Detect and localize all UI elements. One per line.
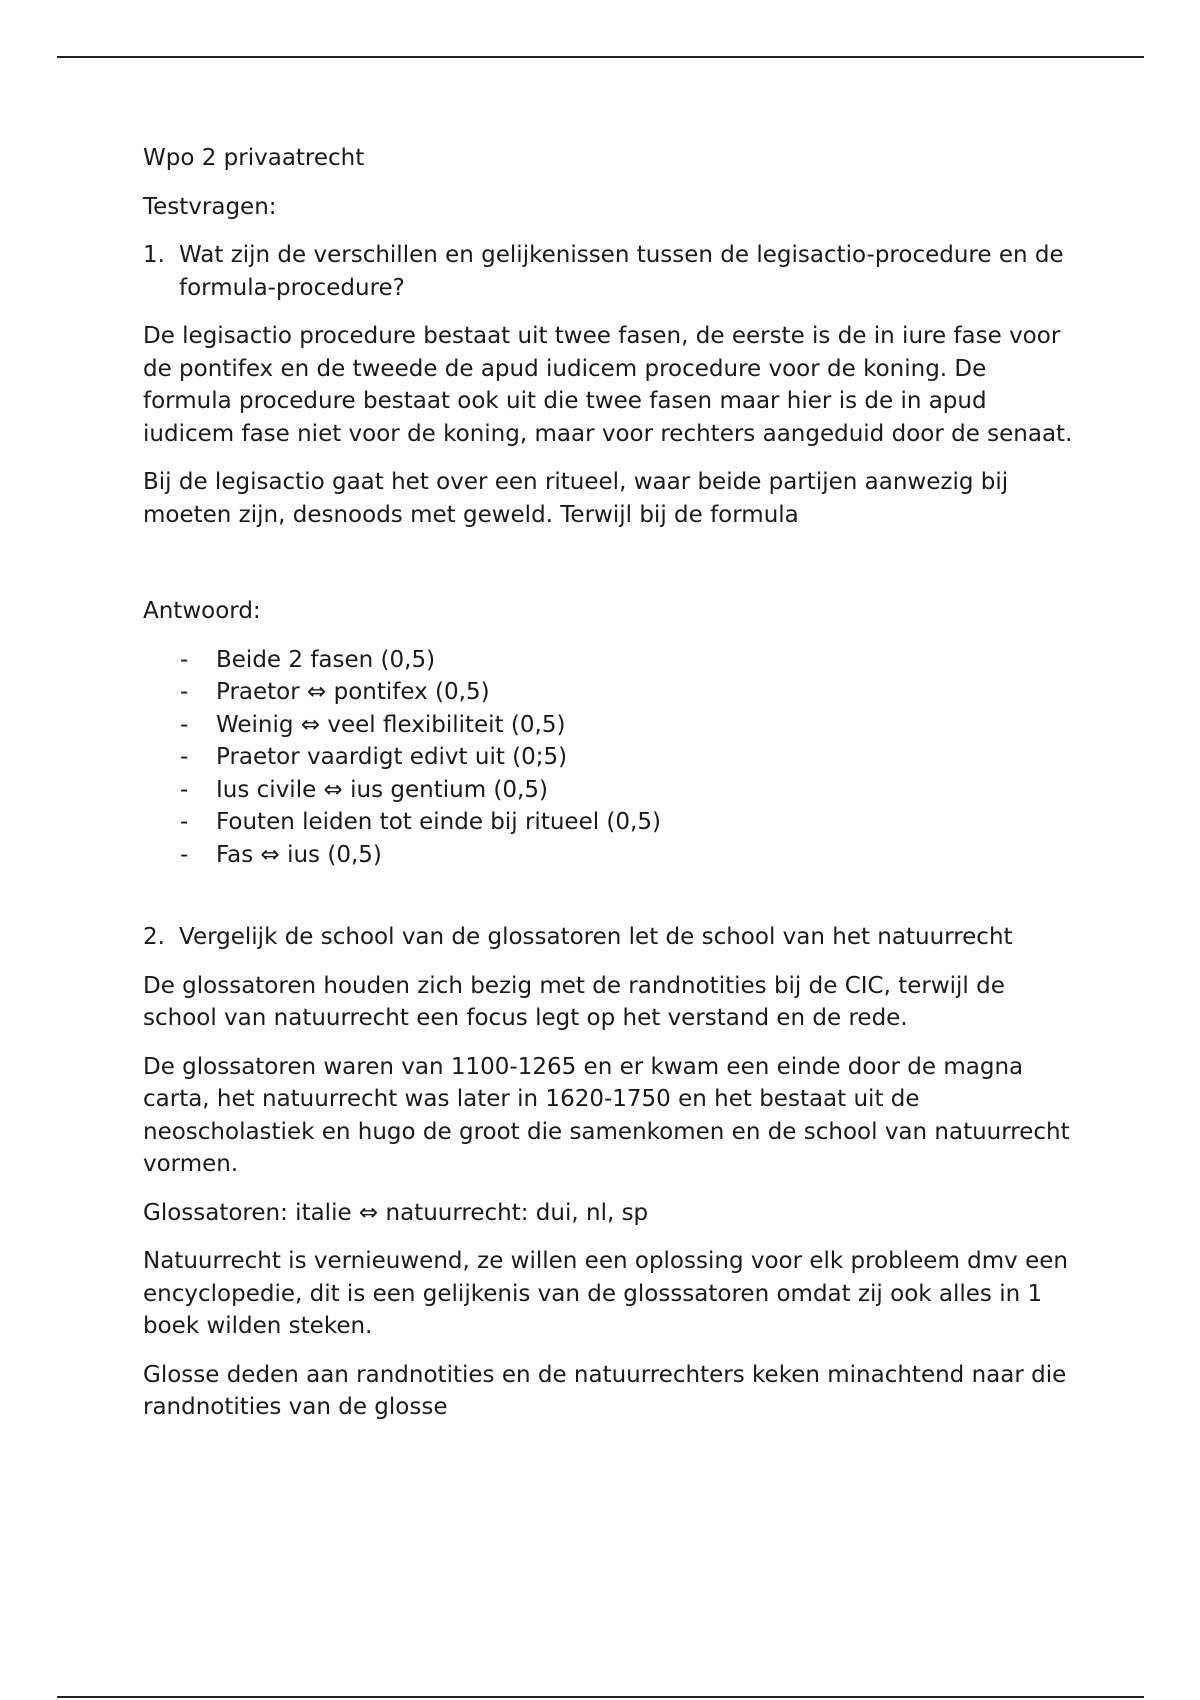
document-subtitle: Testvragen:: [143, 193, 277, 220]
answer-text: Weinig ⇔ veel flexibiliteit (0,5): [216, 711, 566, 738]
answer-text: Ius civile ⇔ ius gentium (0,5): [216, 776, 548, 803]
question-2: [143, 921, 1073, 954]
answer-text: Praetor ⇔ pontifex (0,5): [216, 679, 490, 705]
bullet-dash: -: [180, 646, 189, 673]
answer-text: Fouten leiden tot einde bij ritueel (0,5): [216, 809, 661, 835]
q2-paragraph: De glossatoren houden zich bezig met de randnotities bij de CIC, terwijl de school van natuurrecht een focus legt op het verstand en de rede.: [143, 972, 1005, 1031]
question-text: Wat zijn de verschillen en gelijkenissen tussen de legisactio-procedure en de formula-procedure?: [179, 242, 1064, 301]
bullet-dash: -: [180, 679, 189, 705]
document-title: Wpo 2 privaatrecht: [143, 145, 365, 171]
q2-paragraph: Glossatoren: italie ⇔ natuurrecht: dui, nl, sp: [143, 1199, 649, 1226]
bullet-dash: -: [180, 841, 189, 868]
list-item: [180, 644, 1073, 677]
bullet-dash: -: [180, 809, 189, 835]
q2-paragraph: Glosse deden aan randnotities en de natuurrechters keken minachtend naar die randnotities van de glosse: [143, 1361, 1067, 1420]
answer-text: Praetor vaardigt edivt uit (0;5): [216, 744, 568, 770]
bullet-dash: -: [180, 776, 189, 803]
list-item: [180, 839, 1073, 872]
q2-paragraph: Natuurrecht is vernieuwend, ze willen een oplossing voor elk probleem dmv een encyclopedie, dit is een gelijkenis van de glosssatoren omdat zij ook alles in 1 boek wilden steken.: [143, 1248, 1068, 1339]
answer-list: [143, 644, 1073, 872]
list-item: [180, 806, 1073, 839]
list-item: [180, 676, 1073, 709]
bullet-dash: -: [180, 744, 189, 770]
list-item: [180, 709, 1073, 742]
answer-text: Fas ⇔ ius (0,5): [216, 841, 382, 868]
q2-paragraph: De glossatoren waren van 1100-1265 en er kwam een einde door de magna carta, het natuurrecht was later in 1620-1750 en het bestaat uit de neoscholastiek en hugo de groot die samenkomen en de school van natuurrecht vormen.: [143, 1053, 1070, 1177]
question-text: Vergelijk de school van de glossatoren let de school van het natuurrecht: [179, 924, 1013, 950]
question-number: 1.: [143, 242, 165, 268]
list-item: [180, 774, 1073, 807]
footer-rule: [57, 1696, 1144, 1698]
document-body: [143, 142, 1073, 1440]
question-1: [143, 239, 1073, 304]
answer-heading: Antwoord:: [143, 598, 261, 624]
header-rule: [57, 56, 1144, 58]
q1-paragraph: De legisactio procedure bestaat uit twee fasen, de eerste is de in iure fase voor de pontifex en de tweede de apud iudicem procedure voor de koning. De formula procedure bestaat ook uit die twee fasen maar hier is de in apud iudicem fase niet voor de koning, maar voor rechters aangeduid door de senaat.: [143, 323, 1073, 447]
q1-paragraph: Bij de legisactio gaat het over een ritueel, waar beide partijen aanwezig bij moeten zijn, desnoods met geweld. Terwijl bij de formula: [143, 469, 1009, 528]
answer-text: Beide 2 fasen (0,5): [216, 646, 436, 673]
list-item: [180, 741, 1073, 774]
bullet-dash: -: [180, 711, 189, 738]
question-number: 2.: [143, 924, 165, 950]
